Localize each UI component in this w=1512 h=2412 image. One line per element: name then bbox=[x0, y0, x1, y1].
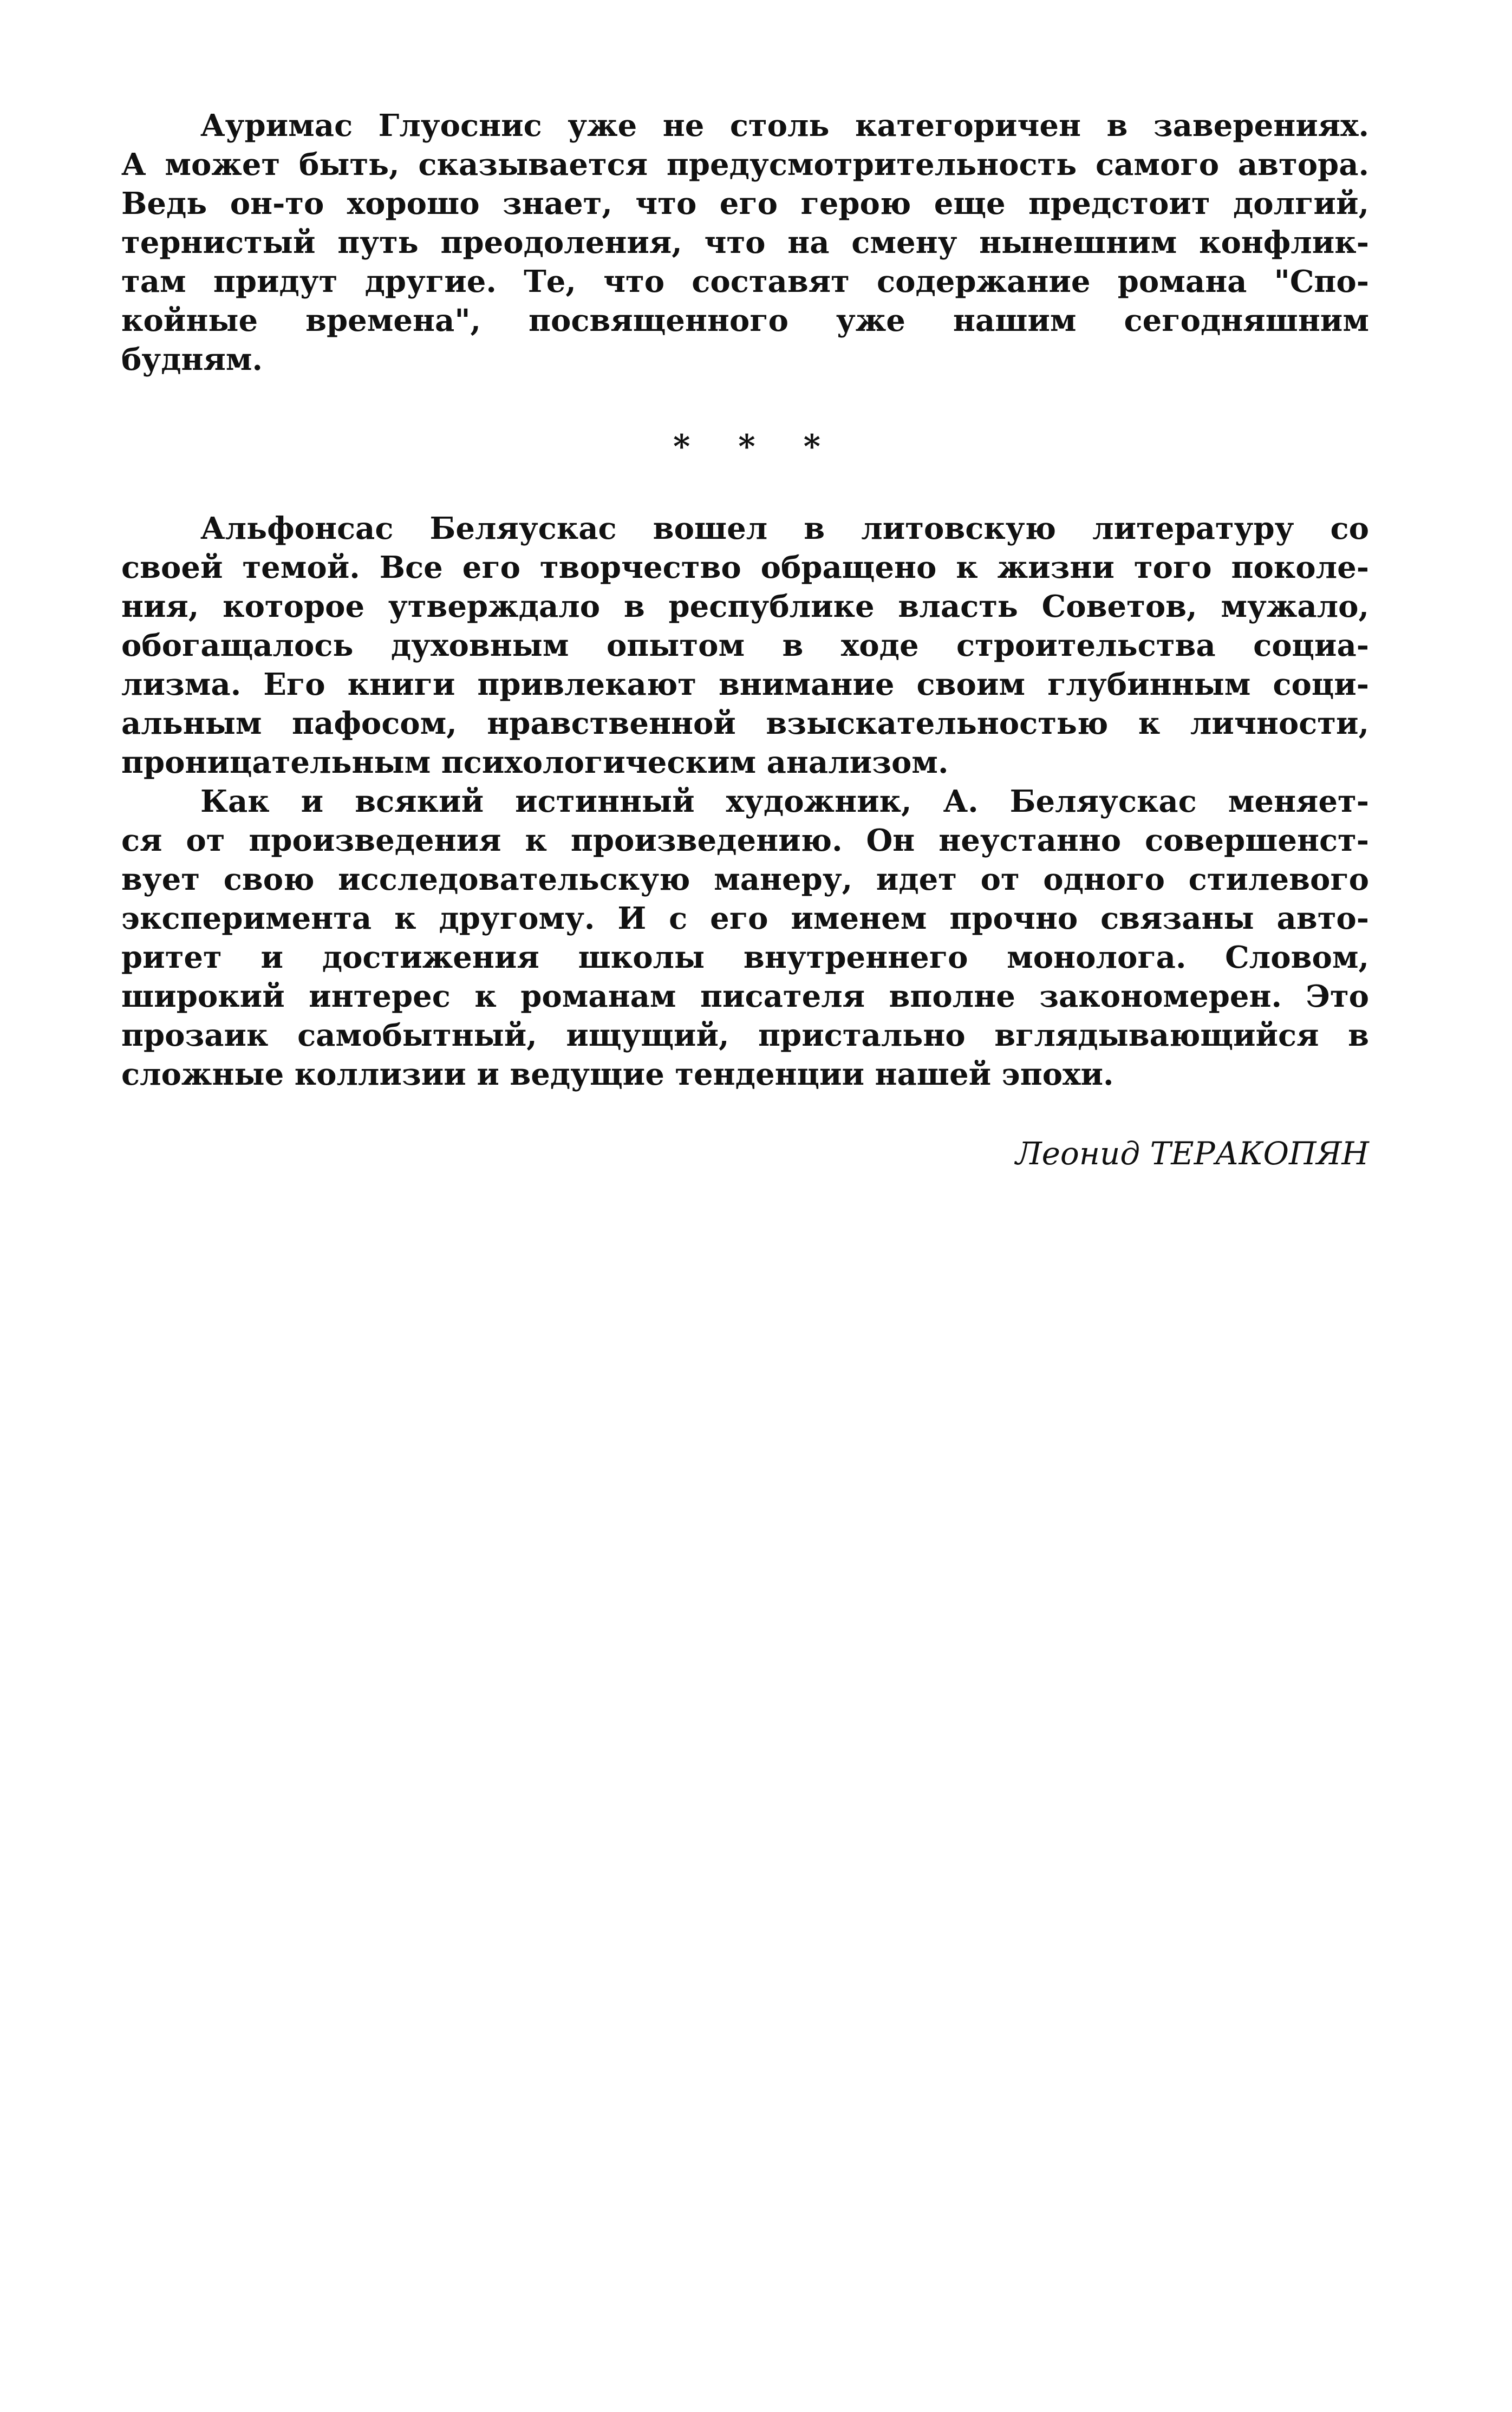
text-line: койные времена", посвященного уже нашим сегодняшним bbox=[121, 303, 1369, 338]
text-line: тернистый путь преодоления, что на смену нынешним конфлик- bbox=[121, 225, 1369, 260]
text-line: прозаик самобытный, ищущий, пристально вглядывающийся в bbox=[121, 1018, 1369, 1053]
text-line: проницательным психологическим анализом. bbox=[121, 745, 949, 780]
text-line: Ауримас Глуоснис уже не столь категоричен в заверениях. bbox=[200, 108, 1369, 144]
author-signature: Леонид ТЕРАКОПЯН bbox=[1015, 1135, 1369, 1172]
text-line: ния, которое утверждало в республике власть Советов, мужало, bbox=[121, 589, 1369, 624]
text-line: альным пафосом, нравственной взыскательностью к личности, bbox=[121, 706, 1369, 741]
text-line: эксперимента к другому. И с его именем прочно связаны авто- bbox=[121, 901, 1369, 936]
text-line: там придут другие. Те, что составят содержание романа "Спо- bbox=[121, 264, 1369, 299]
paragraph-2 bbox=[121, 509, 1369, 782]
section-separator: * * * bbox=[673, 428, 839, 466]
text-line: обогащалось духовным опытом в ходе строительства социа- bbox=[121, 628, 1369, 663]
text-line: Ведь он-то хорошо знает, что его герою еще предстоит долгий, bbox=[121, 186, 1369, 221]
text-line: ся от произведения к произведению. Он неустанно совершенст- bbox=[121, 823, 1369, 858]
paragraph-1 bbox=[121, 106, 1369, 379]
text-line: Альфонсас Беляускас вошел в литовскую литературу со bbox=[200, 511, 1369, 546]
paragraph-3 bbox=[121, 782, 1369, 1094]
text-line: вует свою исследовательскую манеру, идет от одного стилевого bbox=[121, 862, 1369, 897]
text-line: сложные коллизии и ведущие тенденции нашей эпохи. bbox=[121, 1057, 1114, 1092]
text-line: А может быть, сказывается предусмотрительность самого автора. bbox=[121, 147, 1369, 182]
text-line: лизма. Его книги привлекают внимание своим глубинным соци- bbox=[121, 667, 1369, 702]
text-line: Как и всякий истинный художник, А. Беляускас меняет- bbox=[200, 784, 1369, 819]
text-line: широкий интерес к романам писателя вполне закономерен. Это bbox=[121, 979, 1369, 1014]
text-line: своей темой. Все его творчество обращено к жизни того поколе- bbox=[121, 550, 1369, 585]
text-line: будням. bbox=[121, 342, 263, 377]
text-line: ритет и достижения школы внутреннего монолога. Словом, bbox=[121, 940, 1369, 975]
